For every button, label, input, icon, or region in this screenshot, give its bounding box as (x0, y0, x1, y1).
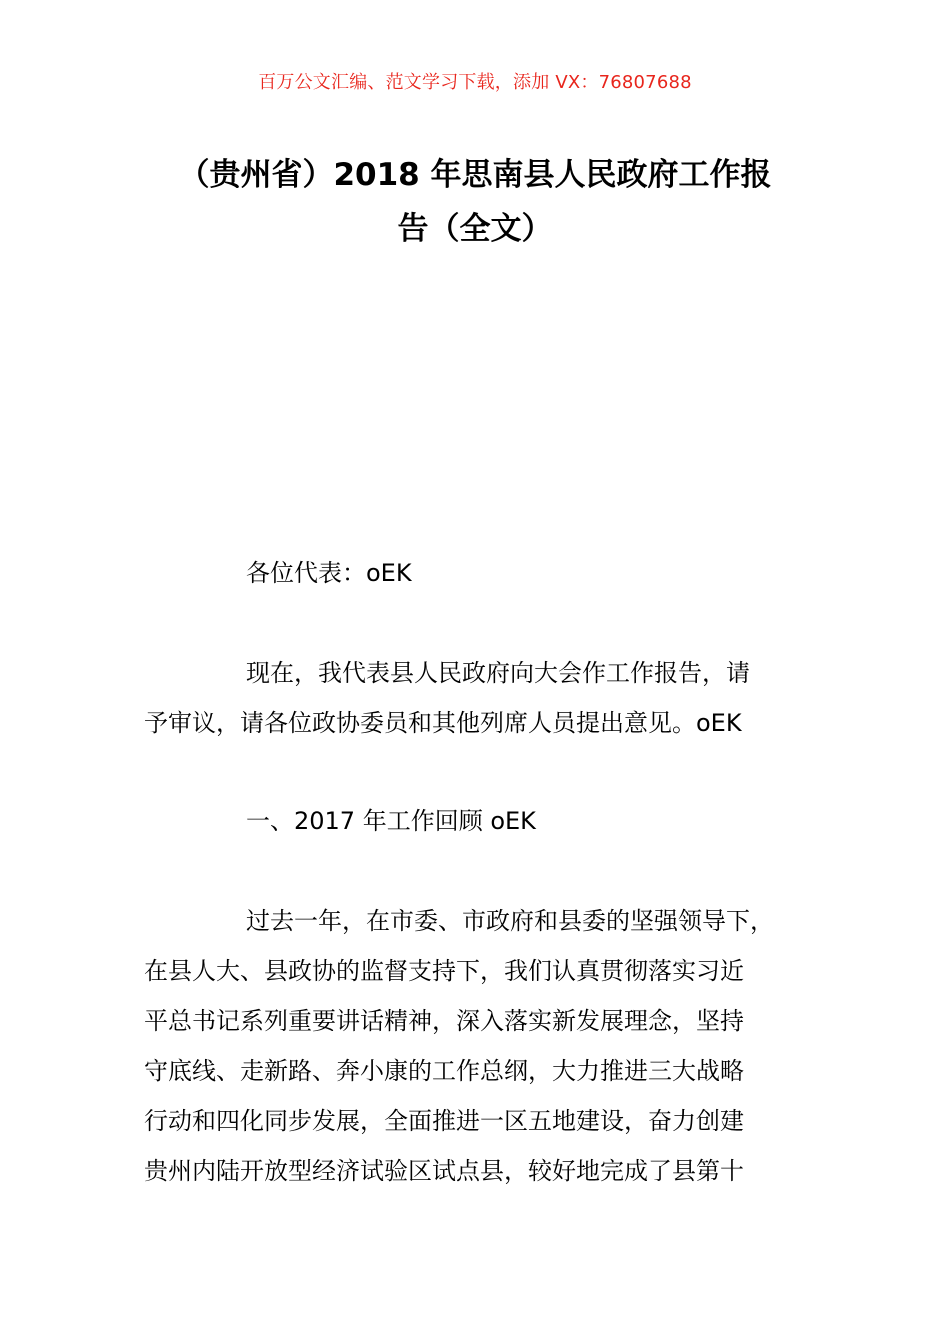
review-paragraph (144, 896, 834, 1196)
review-line-3: 平总书记系列重要讲话精神，深入落实新发展理念，坚持 (144, 1007, 744, 1035)
section-heading-paragraph (144, 796, 834, 846)
salutation-paragraph (144, 548, 834, 598)
intro-line-1: 现在，我代表县人民政府向大会作工作报告，请 (246, 659, 750, 687)
review-line-2: 在县人大、县政协的监督支持下，我们认真贯彻落实习近 (144, 957, 744, 985)
title-line-2: 告（全文） (397, 211, 553, 247)
intro-paragraph (144, 648, 834, 748)
section-heading: 一、2017 年工作回顾 oEK (246, 807, 536, 835)
document-title (140, 148, 810, 256)
intro-line-2: 予审议，请各位政协委员和其他列席人员提出意见。oEK (144, 709, 742, 737)
review-line-1: 过去一年，在市委、市政府和县委的坚强领导下， (246, 907, 774, 935)
header-watermark-note: 百万公文汇编、范文学习下载，添加 VX：76807688 (258, 72, 692, 93)
title-line-1: （贵州省）2018 年思南县人民政府工作报 (178, 157, 772, 193)
review-line-5: 行动和四化同步发展，全面推进一区五地建设，奋力创建 (144, 1107, 744, 1135)
review-line-4: 守底线、走新路、奔小康的工作总纲，大力推进三大战略 (144, 1057, 744, 1085)
salutation-text: 各位代表：oEK (246, 559, 412, 587)
review-line-6: 贵州内陆开放型经济试验区试点县，较好地完成了县第十 (144, 1157, 744, 1185)
